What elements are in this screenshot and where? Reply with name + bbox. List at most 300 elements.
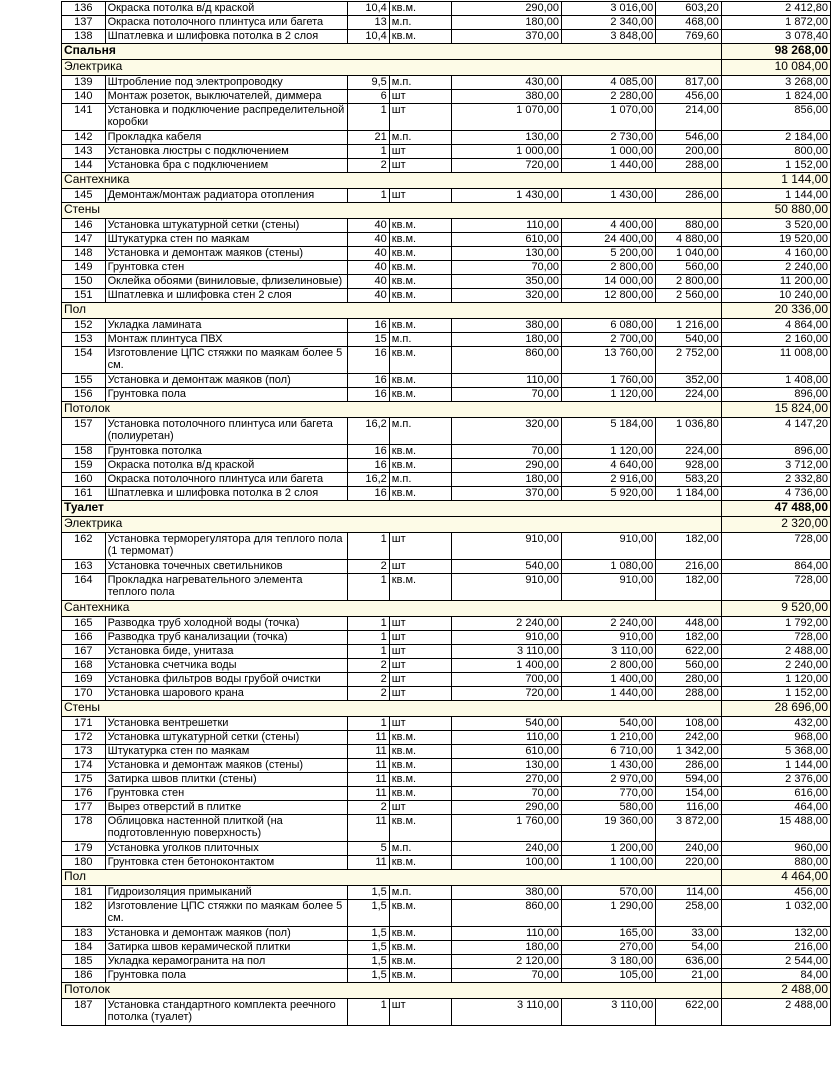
item-number: 157 bbox=[62, 418, 106, 445]
item-name: Разводка труб холодной воды (точка) bbox=[105, 617, 347, 631]
item-number: 179 bbox=[62, 842, 106, 856]
item-name: Установка вентрешетки bbox=[105, 717, 347, 731]
item-tax: 288,00 bbox=[656, 687, 722, 701]
item-unit: кв.м. bbox=[389, 2, 451, 16]
item-number: 154 bbox=[62, 347, 106, 374]
item-sum: 910,00 bbox=[561, 631, 655, 645]
item-quantity: 40 bbox=[348, 261, 390, 275]
item-number: 159 bbox=[62, 459, 106, 473]
item-name: Установка и подключение распределительной коробки bbox=[105, 104, 347, 131]
item-total: 11 200,00 bbox=[721, 275, 830, 289]
item-quantity: 1 bbox=[348, 617, 390, 631]
item-price: 320,00 bbox=[452, 418, 562, 445]
item-sum: 2 916,00 bbox=[561, 473, 655, 487]
item-tax: 603,20 bbox=[656, 2, 722, 16]
item-quantity: 11 bbox=[348, 759, 390, 773]
item-number: 139 bbox=[62, 76, 106, 90]
header-filler bbox=[348, 203, 722, 219]
category-header-row bbox=[62, 60, 831, 76]
item-total: 432,00 bbox=[721, 717, 830, 731]
item-name: Штробление под электропроводку bbox=[105, 76, 347, 90]
item-quantity: 40 bbox=[348, 233, 390, 247]
work-item-row bbox=[62, 659, 831, 673]
header-filler bbox=[348, 983, 722, 999]
item-price: 240,00 bbox=[452, 842, 562, 856]
item-name: Разводка труб канализации (точка) bbox=[105, 631, 347, 645]
item-price: 540,00 bbox=[452, 560, 562, 574]
item-number: 138 bbox=[62, 30, 106, 44]
item-tax: 1 184,00 bbox=[656, 487, 722, 501]
item-unit: кв.м. bbox=[389, 759, 451, 773]
item-name: Монтаж розеток, выключателей, диммера bbox=[105, 90, 347, 104]
item-price: 910,00 bbox=[452, 631, 562, 645]
item-quantity: 21 bbox=[348, 131, 390, 145]
item-total: 880,00 bbox=[721, 856, 830, 870]
item-total: 1 144,00 bbox=[721, 759, 830, 773]
category-title: Пол bbox=[62, 870, 348, 886]
item-total: 1 792,00 bbox=[721, 617, 830, 631]
item-number: 147 bbox=[62, 233, 106, 247]
item-price: 540,00 bbox=[452, 717, 562, 731]
item-quantity: 11 bbox=[348, 745, 390, 759]
item-quantity: 16 bbox=[348, 319, 390, 333]
item-unit: кв.м. bbox=[389, 574, 451, 601]
item-name: Шпатлевка и шлифовка стен 2 слоя bbox=[105, 289, 347, 303]
room-total: 47 488,00 bbox=[721, 501, 830, 517]
work-item-row bbox=[62, 856, 831, 870]
work-item-row bbox=[62, 76, 831, 90]
item-sum: 12 800,00 bbox=[561, 289, 655, 303]
item-name: Укладка керамогранита на пол bbox=[105, 955, 347, 969]
item-number: 173 bbox=[62, 745, 106, 759]
category-total: 50 880,00 bbox=[721, 203, 830, 219]
item-quantity: 10,4 bbox=[348, 2, 390, 16]
item-number: 146 bbox=[62, 219, 106, 233]
item-total: 456,00 bbox=[721, 886, 830, 900]
item-number: 140 bbox=[62, 90, 106, 104]
work-item-row bbox=[62, 473, 831, 487]
room-total: 98 268,00 bbox=[721, 44, 830, 60]
item-price: 1 430,00 bbox=[452, 189, 562, 203]
header-filler bbox=[348, 601, 722, 617]
item-tax: 1 040,00 bbox=[656, 247, 722, 261]
work-item-row bbox=[62, 233, 831, 247]
work-item-row bbox=[62, 189, 831, 203]
category-total: 9 520,00 bbox=[721, 601, 830, 617]
item-number: 171 bbox=[62, 717, 106, 731]
item-tax: 540,00 bbox=[656, 333, 722, 347]
item-total: 728,00 bbox=[721, 533, 830, 560]
item-total: 1 872,00 bbox=[721, 16, 830, 30]
item-quantity: 16 bbox=[348, 374, 390, 388]
item-name: Окраска потолочного плинтуса или багета bbox=[105, 473, 347, 487]
item-unit: кв.м. bbox=[389, 900, 451, 927]
work-item-row bbox=[62, 30, 831, 44]
work-item-row bbox=[62, 999, 831, 1026]
work-item-row bbox=[62, 459, 831, 473]
work-item-row bbox=[62, 487, 831, 501]
item-name: Установка терморегулятора для теплого пола (1 термомат) bbox=[105, 533, 347, 560]
item-number: 186 bbox=[62, 969, 106, 983]
item-tax: 182,00 bbox=[656, 631, 722, 645]
item-price: 3 110,00 bbox=[452, 999, 562, 1026]
item-sum: 2 800,00 bbox=[561, 261, 655, 275]
item-price: 110,00 bbox=[452, 927, 562, 941]
item-number: 185 bbox=[62, 955, 106, 969]
item-name: Установка и демонтаж маяков (стены) bbox=[105, 247, 347, 261]
item-number: 144 bbox=[62, 159, 106, 173]
category-header-row bbox=[62, 983, 831, 999]
item-number: 153 bbox=[62, 333, 106, 347]
item-unit: шт bbox=[389, 659, 451, 673]
item-quantity: 11 bbox=[348, 731, 390, 745]
item-unit: шт bbox=[389, 560, 451, 574]
header-filler bbox=[348, 870, 722, 886]
item-sum: 1 070,00 bbox=[561, 104, 655, 131]
item-number: 178 bbox=[62, 815, 106, 842]
item-total: 3 712,00 bbox=[721, 459, 830, 473]
item-unit: кв.м. bbox=[389, 233, 451, 247]
item-tax: 928,00 bbox=[656, 459, 722, 473]
item-tax: 1 216,00 bbox=[656, 319, 722, 333]
category-header-row bbox=[62, 402, 831, 418]
item-total: 4 160,00 bbox=[721, 247, 830, 261]
item-unit: шт bbox=[389, 673, 451, 687]
category-title: Сантехника bbox=[62, 601, 348, 617]
item-quantity: 16,2 bbox=[348, 473, 390, 487]
item-price: 860,00 bbox=[452, 900, 562, 927]
item-tax: 622,00 bbox=[656, 645, 722, 659]
work-item-row bbox=[62, 787, 831, 801]
work-item-row bbox=[62, 247, 831, 261]
item-number: 137 bbox=[62, 16, 106, 30]
item-sum: 3 180,00 bbox=[561, 955, 655, 969]
item-unit: кв.м. bbox=[389, 459, 451, 473]
item-total: 1 152,00 bbox=[721, 687, 830, 701]
item-tax: 2 800,00 bbox=[656, 275, 722, 289]
item-price: 3 110,00 bbox=[452, 645, 562, 659]
item-total: 1 824,00 bbox=[721, 90, 830, 104]
work-item-row bbox=[62, 941, 831, 955]
item-number: 184 bbox=[62, 941, 106, 955]
item-quantity: 1 bbox=[348, 533, 390, 560]
item-name: Монтаж плинтуса ПВХ bbox=[105, 333, 347, 347]
item-number: 156 bbox=[62, 388, 106, 402]
item-quantity: 2 bbox=[348, 659, 390, 673]
item-unit: кв.м. bbox=[389, 289, 451, 303]
estimate-table bbox=[61, 1, 831, 1026]
item-quantity: 11 bbox=[348, 815, 390, 842]
item-name: Установка потолочного плинтуса или багета (полиуретан) bbox=[105, 418, 347, 445]
item-number: 175 bbox=[62, 773, 106, 787]
item-sum: 570,00 bbox=[561, 886, 655, 900]
item-price: 720,00 bbox=[452, 159, 562, 173]
item-sum: 5 184,00 bbox=[561, 418, 655, 445]
work-item-row bbox=[62, 617, 831, 631]
item-price: 910,00 bbox=[452, 533, 562, 560]
item-sum: 270,00 bbox=[561, 941, 655, 955]
item-tax: 182,00 bbox=[656, 574, 722, 601]
item-tax: 240,00 bbox=[656, 842, 722, 856]
item-tax: 1 342,00 bbox=[656, 745, 722, 759]
item-sum: 1 120,00 bbox=[561, 388, 655, 402]
item-number: 163 bbox=[62, 560, 106, 574]
work-item-row bbox=[62, 927, 831, 941]
item-sum: 2 280,00 bbox=[561, 90, 655, 104]
item-tax: 352,00 bbox=[656, 374, 722, 388]
item-sum: 910,00 bbox=[561, 533, 655, 560]
item-total: 2 488,00 bbox=[721, 999, 830, 1026]
item-total: 864,00 bbox=[721, 560, 830, 574]
item-sum: 105,00 bbox=[561, 969, 655, 983]
item-price: 350,00 bbox=[452, 275, 562, 289]
item-number: 181 bbox=[62, 886, 106, 900]
work-item-row bbox=[62, 2, 831, 16]
item-name: Грунтовка потолка bbox=[105, 445, 347, 459]
header-filler bbox=[348, 517, 722, 533]
item-quantity: 1,5 bbox=[348, 886, 390, 900]
item-tax: 242,00 bbox=[656, 731, 722, 745]
item-unit: кв.м. bbox=[389, 247, 451, 261]
item-tax: 21,00 bbox=[656, 969, 722, 983]
item-unit: кв.м. bbox=[389, 487, 451, 501]
item-sum: 3 110,00 bbox=[561, 645, 655, 659]
work-item-row bbox=[62, 673, 831, 687]
item-price: 610,00 bbox=[452, 233, 562, 247]
item-quantity: 15 bbox=[348, 333, 390, 347]
item-unit: м.п. bbox=[389, 418, 451, 445]
item-number: 172 bbox=[62, 731, 106, 745]
item-price: 110,00 bbox=[452, 731, 562, 745]
item-quantity: 16 bbox=[348, 388, 390, 402]
item-quantity: 2 bbox=[348, 159, 390, 173]
work-item-row bbox=[62, 745, 831, 759]
item-sum: 1 440,00 bbox=[561, 687, 655, 701]
item-name: Установка точечных светильников bbox=[105, 560, 347, 574]
header-filler bbox=[348, 60, 722, 76]
item-tax: 116,00 bbox=[656, 801, 722, 815]
item-unit: шт bbox=[389, 104, 451, 131]
room-header-row bbox=[62, 44, 831, 60]
item-sum: 4 640,00 bbox=[561, 459, 655, 473]
item-price: 910,00 bbox=[452, 574, 562, 601]
work-item-row bbox=[62, 374, 831, 388]
category-total: 28 696,00 bbox=[721, 701, 830, 717]
item-quantity: 40 bbox=[348, 219, 390, 233]
item-name: Изготовление ЦПС стяжки по маякам более 5 см. bbox=[105, 900, 347, 927]
item-unit: шт bbox=[389, 145, 451, 159]
item-tax: 54,00 bbox=[656, 941, 722, 955]
item-tax: 2 752,00 bbox=[656, 347, 722, 374]
item-sum: 3 110,00 bbox=[561, 999, 655, 1026]
item-sum: 540,00 bbox=[561, 717, 655, 731]
item-price: 860,00 bbox=[452, 347, 562, 374]
item-tax: 468,00 bbox=[656, 16, 722, 30]
item-tax: 220,00 bbox=[656, 856, 722, 870]
work-item-row bbox=[62, 842, 831, 856]
item-total: 2 240,00 bbox=[721, 261, 830, 275]
item-name: Оклейка обоями (виниловые, флизелиновые) bbox=[105, 275, 347, 289]
item-unit: кв.м. bbox=[389, 445, 451, 459]
item-price: 380,00 bbox=[452, 886, 562, 900]
item-number: 170 bbox=[62, 687, 106, 701]
item-name: Окраска потолочного плинтуса или багета bbox=[105, 16, 347, 30]
item-unit: м.п. bbox=[389, 886, 451, 900]
item-name: Установка и демонтаж маяков (пол) bbox=[105, 374, 347, 388]
item-sum: 770,00 bbox=[561, 787, 655, 801]
item-price: 2 240,00 bbox=[452, 617, 562, 631]
work-item-row bbox=[62, 388, 831, 402]
item-quantity: 11 bbox=[348, 773, 390, 787]
work-item-row bbox=[62, 219, 831, 233]
item-name: Прокладка нагревательного элемента теплого пола bbox=[105, 574, 347, 601]
item-number: 168 bbox=[62, 659, 106, 673]
item-quantity: 16 bbox=[348, 487, 390, 501]
work-item-row bbox=[62, 759, 831, 773]
item-price: 290,00 bbox=[452, 2, 562, 16]
item-price: 100,00 bbox=[452, 856, 562, 870]
item-number: 169 bbox=[62, 673, 106, 687]
item-name: Прокладка кабеля bbox=[105, 131, 347, 145]
item-quantity: 1 bbox=[348, 645, 390, 659]
item-tax: 214,00 bbox=[656, 104, 722, 131]
item-number: 166 bbox=[62, 631, 106, 645]
item-sum: 1 210,00 bbox=[561, 731, 655, 745]
category-total: 20 336,00 bbox=[721, 303, 830, 319]
item-quantity: 1,5 bbox=[348, 927, 390, 941]
work-item-row bbox=[62, 900, 831, 927]
category-title: Потолок bbox=[62, 983, 348, 999]
category-header-row bbox=[62, 203, 831, 219]
item-total: 960,00 bbox=[721, 842, 830, 856]
item-name: Окраска потолка в/д краской bbox=[105, 459, 347, 473]
item-sum: 1 430,00 bbox=[561, 759, 655, 773]
work-item-row bbox=[62, 333, 831, 347]
item-total: 15 488,00 bbox=[721, 815, 830, 842]
room-title: Спальня bbox=[62, 44, 348, 60]
category-title: Сантехника bbox=[62, 173, 348, 189]
item-total: 896,00 bbox=[721, 388, 830, 402]
item-unit: кв.м. bbox=[389, 815, 451, 842]
category-header-row bbox=[62, 517, 831, 533]
item-price: 610,00 bbox=[452, 745, 562, 759]
work-item-row bbox=[62, 445, 831, 459]
item-price: 70,00 bbox=[452, 787, 562, 801]
item-unit: кв.м. bbox=[389, 275, 451, 289]
item-total: 728,00 bbox=[721, 574, 830, 601]
item-sum: 2 240,00 bbox=[561, 617, 655, 631]
item-total: 84,00 bbox=[721, 969, 830, 983]
item-price: 2 120,00 bbox=[452, 955, 562, 969]
item-tax: 288,00 bbox=[656, 159, 722, 173]
item-name: Облицовка настенной плиткой (на подготовленную поверхность) bbox=[105, 815, 347, 842]
item-sum: 1 290,00 bbox=[561, 900, 655, 927]
item-number: 149 bbox=[62, 261, 106, 275]
item-unit: шт bbox=[389, 801, 451, 815]
item-tax: 594,00 bbox=[656, 773, 722, 787]
item-sum: 13 760,00 bbox=[561, 347, 655, 374]
item-name: Затирка швов керамической плитки bbox=[105, 941, 347, 955]
item-name: Установка и демонтаж маяков (стены) bbox=[105, 759, 347, 773]
item-price: 70,00 bbox=[452, 388, 562, 402]
item-sum: 1 120,00 bbox=[561, 445, 655, 459]
item-price: 130,00 bbox=[452, 131, 562, 145]
item-tax: 114,00 bbox=[656, 886, 722, 900]
item-name: Штукатурка стен по маякам bbox=[105, 233, 347, 247]
item-name: Установка фильтров воды грубой очистки bbox=[105, 673, 347, 687]
item-unit: м.п. bbox=[389, 333, 451, 347]
item-tax: 182,00 bbox=[656, 533, 722, 560]
category-total: 1 144,00 bbox=[721, 173, 830, 189]
item-tax: 583,20 bbox=[656, 473, 722, 487]
item-price: 380,00 bbox=[452, 90, 562, 104]
item-unit: кв.м. bbox=[389, 955, 451, 969]
item-tax: 769,60 bbox=[656, 30, 722, 44]
item-unit: кв.м. bbox=[389, 745, 451, 759]
item-tax: 560,00 bbox=[656, 261, 722, 275]
item-sum: 5 200,00 bbox=[561, 247, 655, 261]
item-tax: 817,00 bbox=[656, 76, 722, 90]
category-total: 2 320,00 bbox=[721, 517, 830, 533]
category-title: Электрика bbox=[62, 60, 348, 76]
item-quantity: 1,5 bbox=[348, 941, 390, 955]
item-unit: кв.м. bbox=[389, 261, 451, 275]
item-unit: кв.м. bbox=[389, 347, 451, 374]
category-header-row bbox=[62, 173, 831, 189]
item-unit: кв.м. bbox=[389, 388, 451, 402]
work-item-row bbox=[62, 418, 831, 445]
work-item-row bbox=[62, 261, 831, 275]
work-item-row bbox=[62, 319, 831, 333]
item-total: 1 120,00 bbox=[721, 673, 830, 687]
item-number: 152 bbox=[62, 319, 106, 333]
item-quantity: 1,5 bbox=[348, 955, 390, 969]
item-unit: кв.м. bbox=[389, 969, 451, 983]
item-quantity: 13 bbox=[348, 16, 390, 30]
item-number: 164 bbox=[62, 574, 106, 601]
item-number: 180 bbox=[62, 856, 106, 870]
item-total: 2 240,00 bbox=[721, 659, 830, 673]
work-item-row bbox=[62, 731, 831, 745]
item-unit: м.п. bbox=[389, 842, 451, 856]
header-filler bbox=[348, 303, 722, 319]
item-sum: 1 440,00 bbox=[561, 159, 655, 173]
item-total: 1 144,00 bbox=[721, 189, 830, 203]
item-sum: 1 430,00 bbox=[561, 189, 655, 203]
header-filler bbox=[348, 173, 722, 189]
item-price: 130,00 bbox=[452, 759, 562, 773]
item-price: 430,00 bbox=[452, 76, 562, 90]
item-total: 3 268,00 bbox=[721, 76, 830, 90]
item-price: 290,00 bbox=[452, 801, 562, 815]
item-total: 3 078,40 bbox=[721, 30, 830, 44]
category-title: Электрика bbox=[62, 517, 348, 533]
item-unit: шт bbox=[389, 999, 451, 1026]
item-tax: 200,00 bbox=[656, 145, 722, 159]
item-number: 151 bbox=[62, 289, 106, 303]
item-name: Установка штукатурной сетки (стены) bbox=[105, 219, 347, 233]
item-tax: 224,00 bbox=[656, 388, 722, 402]
item-name: Вырез отверстий в плитке bbox=[105, 801, 347, 815]
work-item-row bbox=[62, 645, 831, 659]
item-name: Шпатлевка и шлифовка потолка в 2 слоя bbox=[105, 487, 347, 501]
header-filler bbox=[348, 402, 722, 418]
item-unit: шт bbox=[389, 189, 451, 203]
item-tax: 224,00 bbox=[656, 445, 722, 459]
item-unit: м.п. bbox=[389, 473, 451, 487]
item-total: 728,00 bbox=[721, 631, 830, 645]
item-unit: шт bbox=[389, 617, 451, 631]
